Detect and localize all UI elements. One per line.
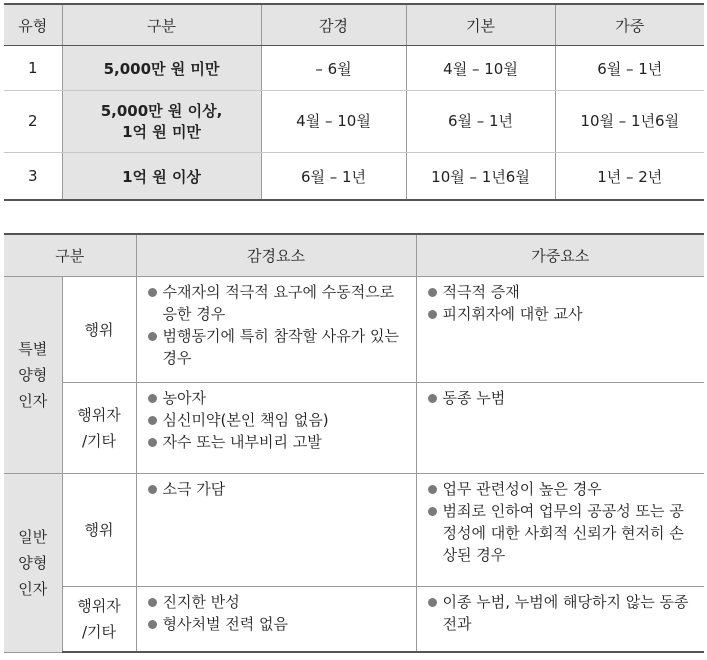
basic-cell: 6월 – 1년 bbox=[406, 91, 555, 153]
list-item: 소극 가담 bbox=[147, 478, 408, 500]
list-item: 진지한 반성 bbox=[147, 591, 408, 613]
mitigating-cell bbox=[136, 277, 416, 383]
header-aggravating: 가중요소 bbox=[416, 234, 704, 277]
table-row bbox=[4, 153, 704, 201]
list-item: 피지휘자에 대한 교사 bbox=[427, 303, 697, 325]
aggravated-cell: 6월 – 1년 bbox=[555, 46, 704, 91]
header-reduced: 감경 bbox=[261, 4, 406, 46]
label-line: 특별 bbox=[18, 340, 48, 358]
label-line: 행위자 bbox=[77, 597, 121, 615]
list-item: 형사처벌 전력 없음 bbox=[147, 613, 408, 635]
mitigating-cell bbox=[136, 383, 416, 474]
reduced-cell: 4월 – 10월 bbox=[261, 91, 406, 153]
sentencing-factors-table bbox=[4, 233, 704, 653]
list-item: 동종 누범 bbox=[427, 387, 697, 409]
header-basic: 기본 bbox=[406, 4, 555, 46]
general-factors-label bbox=[4, 474, 62, 653]
table-row bbox=[4, 277, 704, 383]
category-line: 5,000만 원 이상, bbox=[100, 101, 223, 120]
aggravating-cell bbox=[416, 587, 704, 653]
header-category: 구분 bbox=[62, 4, 261, 46]
table-row bbox=[4, 91, 704, 153]
list-item: 심신미약(본인 책임 없음) bbox=[147, 409, 408, 431]
label-line: /기타 bbox=[81, 623, 117, 641]
table-header-row bbox=[4, 234, 704, 277]
actor-label bbox=[62, 587, 136, 653]
list-item: 수재자의 적극적 요구에 수동적으로 응한 경우 bbox=[147, 281, 408, 325]
header-mitigating: 감경요소 bbox=[136, 234, 416, 277]
table-row bbox=[4, 46, 704, 91]
table-row bbox=[4, 474, 704, 587]
label-line: 행위자 bbox=[77, 406, 121, 424]
list-item: 적극적 증재 bbox=[427, 281, 697, 303]
type-cell: 2 bbox=[4, 91, 62, 153]
label-line: 인자 bbox=[18, 392, 48, 410]
aggravated-cell: 1년 – 2년 bbox=[555, 153, 704, 201]
basic-cell: 4월 – 10월 bbox=[406, 46, 555, 91]
mitigating-cell bbox=[136, 587, 416, 653]
table-row bbox=[4, 383, 704, 474]
list-item: 농아자 bbox=[147, 387, 408, 409]
table-header-row bbox=[4, 4, 704, 46]
basic-cell: 10월 – 1년6월 bbox=[406, 153, 555, 201]
special-factors-label bbox=[4, 277, 62, 474]
act-label: 행위 bbox=[62, 277, 136, 383]
aggravating-cell bbox=[416, 383, 704, 474]
aggravating-cell bbox=[416, 474, 704, 587]
category-cell bbox=[62, 91, 261, 153]
label-line: 양형 bbox=[18, 366, 48, 384]
list-item: 범행동기에 특히 참작할 사유가 있는 경우 bbox=[147, 325, 408, 369]
list-item: 범죄로 인하여 업무의 공공성 또는 공정성에 대한 사회적 신뢰가 현저히 손상된 경우 bbox=[427, 500, 697, 566]
label-line: /기타 bbox=[81, 432, 117, 450]
label-line: 일반 bbox=[18, 527, 48, 546]
aggravated-cell: 10월 – 1년6월 bbox=[555, 91, 704, 153]
table-row bbox=[4, 587, 704, 653]
actor-label bbox=[62, 383, 136, 474]
sentencing-range-table bbox=[4, 3, 704, 201]
type-cell: 1 bbox=[4, 46, 62, 91]
label-line: 인자 bbox=[18, 579, 48, 598]
list-item: 자수 또는 내부비리 고발 bbox=[147, 431, 408, 453]
header-type: 유형 bbox=[4, 4, 62, 46]
category-cell: 5,000만 원 미만 bbox=[62, 46, 261, 91]
act-label: 행위 bbox=[62, 474, 136, 587]
list-item: 업무 관련성이 높은 경우 bbox=[427, 478, 697, 500]
mitigating-cell bbox=[136, 474, 416, 587]
reduced-cell: – 6월 bbox=[261, 46, 406, 91]
label-line: 양형 bbox=[18, 553, 48, 572]
header-aggravated: 가중 bbox=[555, 4, 704, 46]
reduced-cell: 6월 – 1년 bbox=[261, 153, 406, 201]
list-item: 이종 누범, 누범에 해당하지 않는 동종 전과 bbox=[427, 591, 697, 635]
header-category: 구분 bbox=[4, 234, 136, 277]
category-line: 1억 원 미만 bbox=[122, 122, 201, 141]
type-cell: 3 bbox=[4, 153, 62, 201]
category-cell: 1억 원 이상 bbox=[62, 153, 261, 201]
aggravating-cell bbox=[416, 277, 704, 383]
